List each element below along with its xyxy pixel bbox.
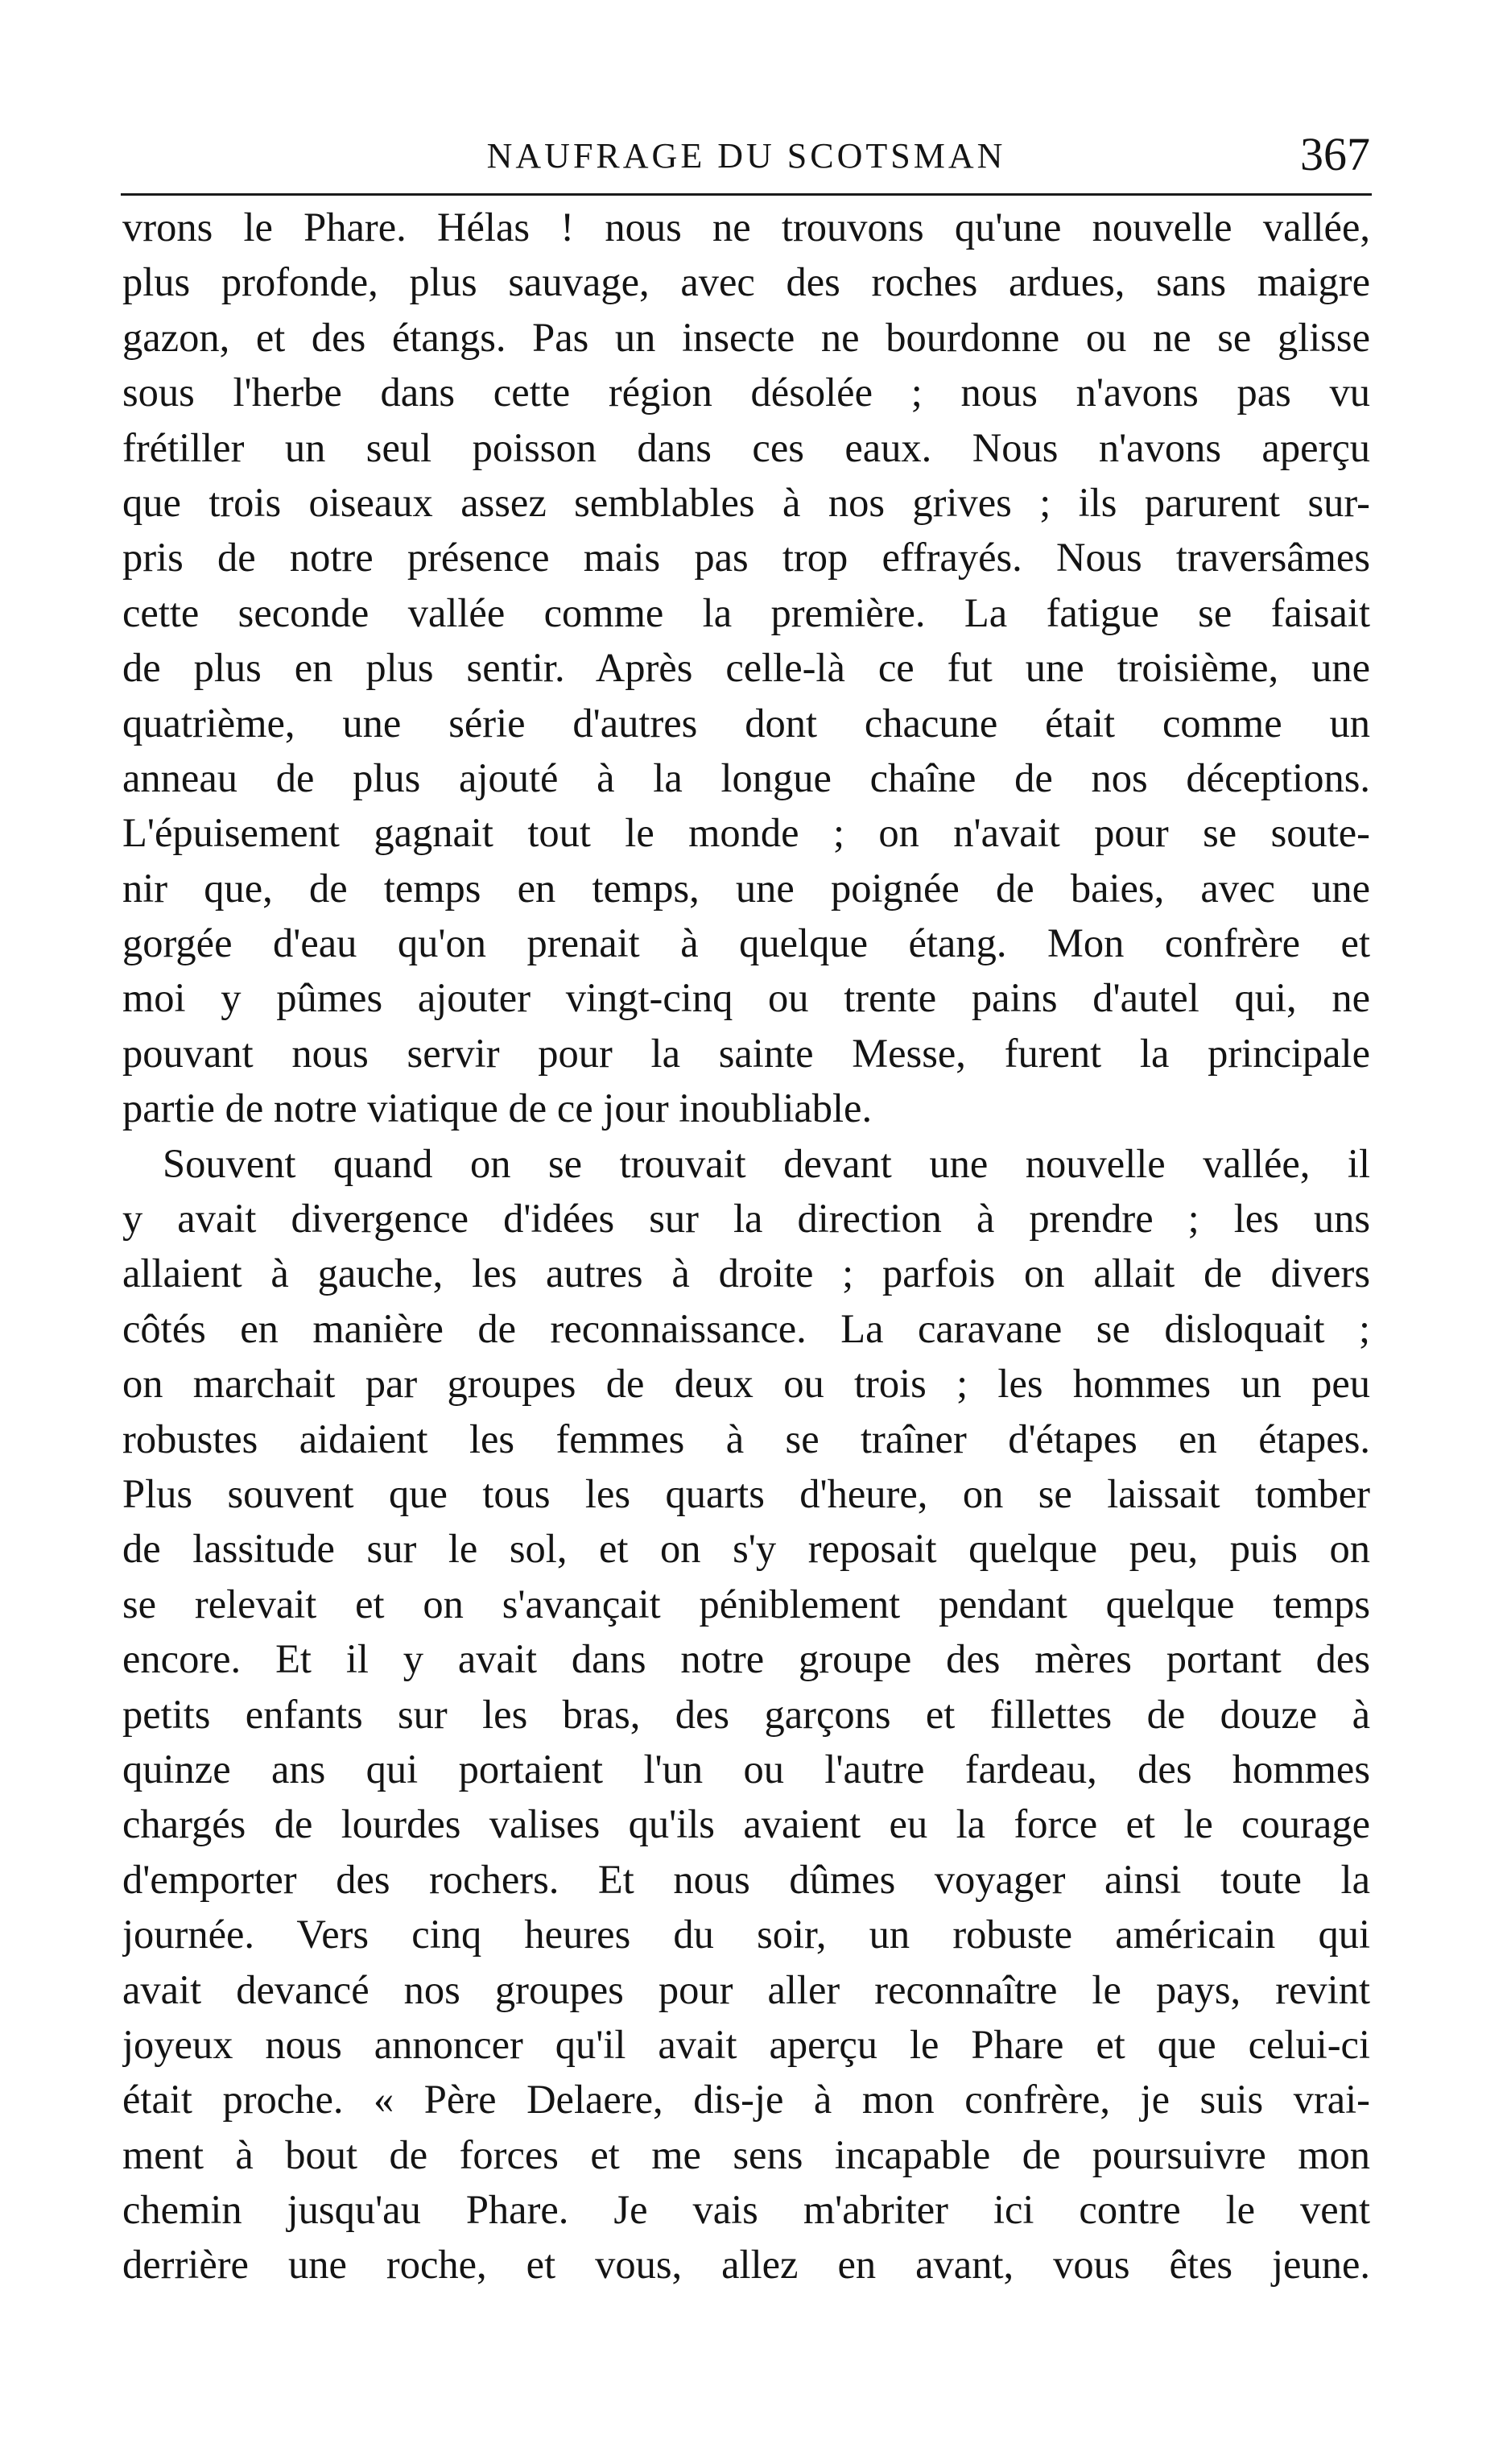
text-line: L'épuisement gagnait tout le monde ; on n'avait pour se soute- (122, 810, 1370, 856)
text-line: journée. Vers cinq heures du soir, un robuste américain qui (122, 1912, 1370, 1958)
text-line: joyeux nous annoncer qu'il avait aperçu le Phare et que celui-ci (122, 2021, 1370, 2067)
text-line: cette seconde vallée comme la première. La fatigue se faisait (122, 589, 1370, 635)
text-line: Plus souvent que tous les quarts d'heure, on se laissait tomber (122, 1470, 1370, 1516)
text-line: plus profonde, plus sauvage, avec des roches ardues, sans maigre (122, 259, 1370, 305)
text-line: moi y pûmes ajouter vingt-cinq ou trente pains d'autel qui, ne (122, 975, 1370, 1021)
text-line: chargés de lourdes valises qu'ils avaient eu la force et le courage (122, 1801, 1370, 1847)
text-line: quatrième, une série d'autres dont chacune était comme un (122, 700, 1370, 746)
text-line: pris de notre présence mais pas trop effrayés. Nous traversâmes (122, 535, 1370, 581)
paragraph-start-line: Souvent quand on se trouvait devant une nouvelle vallée, il (163, 1140, 1370, 1186)
text-line: frétiller un seul poisson dans ces eaux. Nous n'avons aperçu (122, 424, 1370, 470)
text-line: de lassitude sur le sol, et on s'y reposait quelque peu, puis on (122, 1526, 1370, 1572)
text-line: anneau de plus ajouté à la longue chaîne de nos déceptions. (122, 754, 1370, 800)
text-line: était proche. « Père Delaere, dis-je à mon confrère, je suis vrai- (122, 2077, 1370, 2123)
body-text (122, 200, 1370, 2292)
running-title: NAUFRAGE DU SCOTSMAN (486, 136, 1006, 176)
text-line: avait devancé nos groupes pour aller reconnaître le pays, revint (122, 1966, 1370, 2012)
text-line: gorgée d'eau qu'on prenait à quelque étang. Mon confrère et (122, 920, 1370, 966)
text-line: allaient à gauche, les autres à droite ; parfois on allait de divers (122, 1251, 1370, 1296)
text-line: se relevait et on s'avançait péniblement pendant quelque temps (122, 1581, 1370, 1627)
text-line: on marchait par groupes de deux ou trois ; les hommes un peu (122, 1361, 1370, 1407)
text-line: petits enfants sur les bras, des garçons et fillettes de douze à (122, 1691, 1370, 1737)
text-line: encore. Et il y avait dans notre groupe des mères portant des (122, 1636, 1370, 1682)
text-line: sous l'herbe dans cette région désolée ; nous n'avons pas vu (122, 370, 1370, 415)
text-line: côtés en manière de reconnaissance. La caravane se disloquait ; (122, 1305, 1370, 1351)
text-line: gazon, et des étangs. Pas un insecte ne bourdonne ou ne se glisse (122, 314, 1370, 360)
text-line: ment à bout de forces et me sens incapable de poursuivre mon (122, 2131, 1370, 2177)
paragraph-end-line: partie de notre viatique de ce jour inoubliable. (122, 1085, 873, 1131)
text-line: robustes aidaient les femmes à se traîner d'étapes en étapes. (122, 1416, 1370, 1461)
text-line: y avait divergence d'idées sur la direction à prendre ; les uns (122, 1196, 1370, 1242)
text-line: derrière une roche, et vous, allez en avant, vous êtes jeune. (122, 2242, 1370, 2288)
text-line: de plus en plus sentir. Après celle-là ce fut une troisième, une (122, 645, 1370, 691)
page-header (121, 121, 1372, 196)
text-line: nir que, de temps en temps, une poignée de baies, avec une (122, 865, 1370, 911)
text-line: quinze ans qui portaient l'un ou l'autre fardeau, des hommes (122, 1746, 1370, 1792)
page-number: 367 (1300, 128, 1370, 180)
text-line: que trois oiseaux assez semblables à nos grives ; ils parurent sur- (122, 479, 1370, 525)
text-line: vrons le Phare. Hélas ! nous ne trouvons qu'une nouvelle vallée, (122, 205, 1370, 250)
text-line: pouvant nous servir pour la sainte Messe, furent la principale (122, 1030, 1370, 1076)
text-line: d'emporter des rochers. Et nous dûmes voyager ainsi toute la (122, 1856, 1370, 1902)
text-line: chemin jusqu'au Phare. Je vais m'abriter ici contre le vent (122, 2187, 1370, 2233)
